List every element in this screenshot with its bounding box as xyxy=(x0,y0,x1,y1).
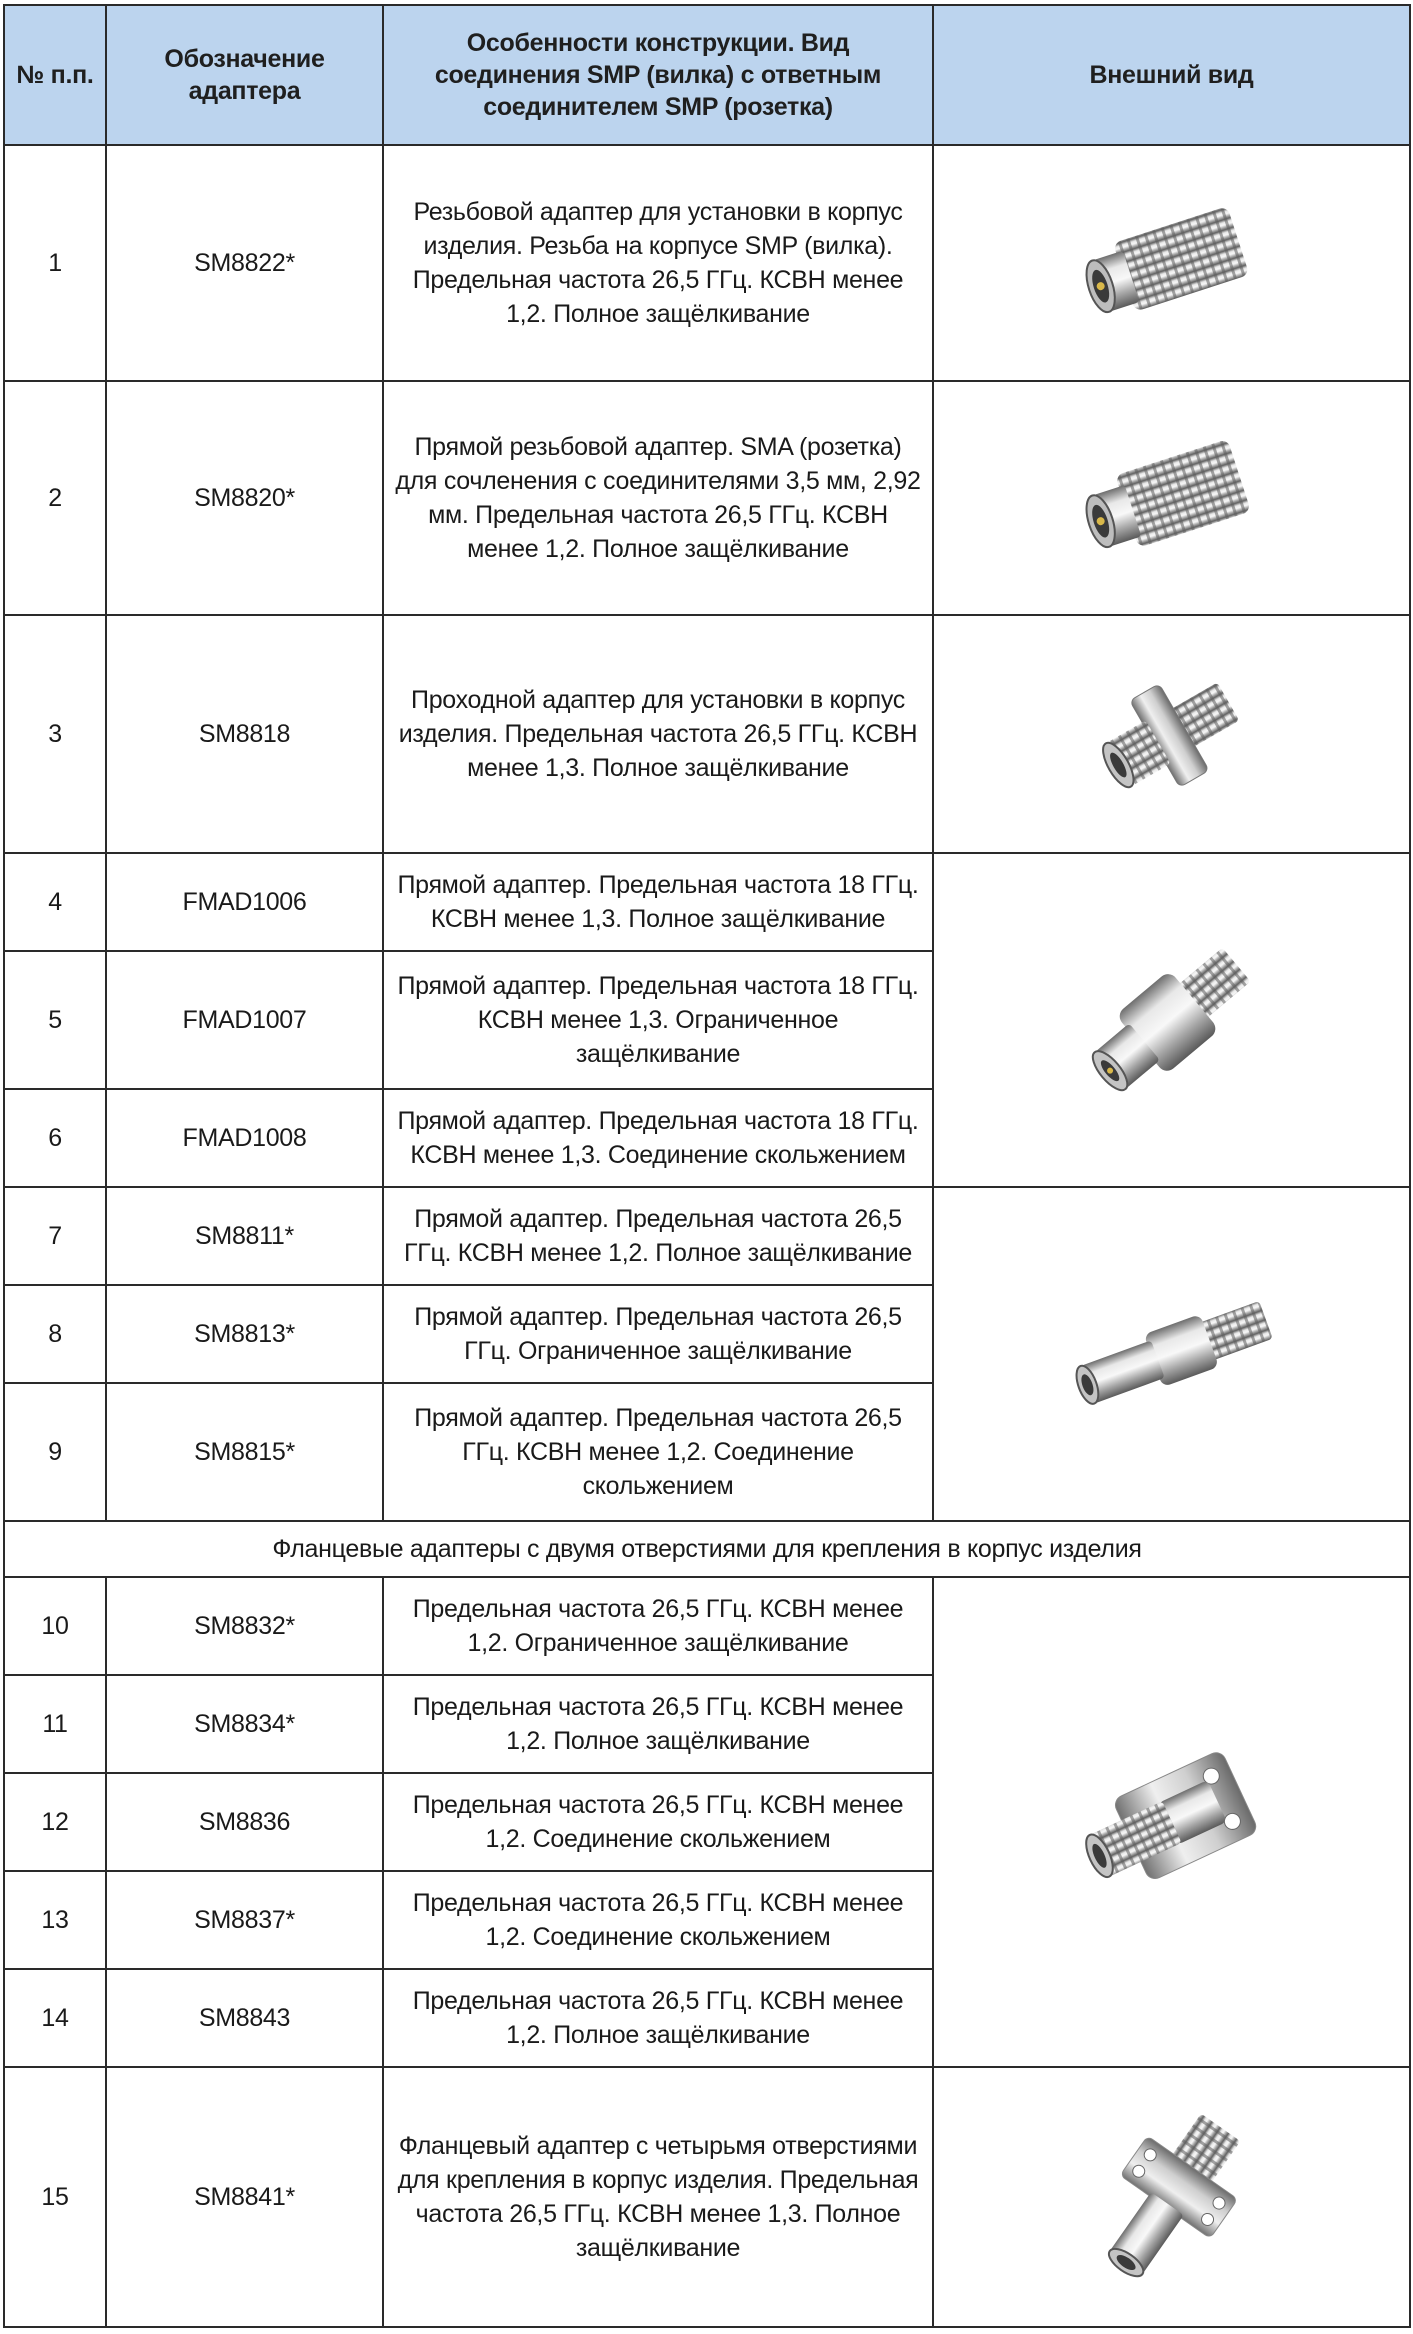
table-row xyxy=(4,2067,1410,2327)
bulkhead-adapter-photo xyxy=(1082,654,1262,814)
product-photo-cell xyxy=(933,381,1410,615)
row-number: 3 xyxy=(4,615,106,853)
row-description: Фланцевый адаптер с четырьмя отверстиями для крепления в корпус изделия. Предельная частота 26,5 ГГц. КСВН менее 1,3. Полное защёлкивание xyxy=(383,2067,933,2327)
row-code: SM8811* xyxy=(106,1187,383,1285)
row-code: FMAD1006 xyxy=(106,853,383,951)
table-row xyxy=(4,853,1410,951)
section-row xyxy=(4,1521,1410,1577)
row-code: SM8832* xyxy=(106,1577,383,1675)
header-features: Особенности конструкции. Вид соединения SMP (вилка) с ответным соединителем SMP (розетка) xyxy=(383,5,933,145)
row-code: SM8818 xyxy=(106,615,383,853)
row-description: Прямой адаптер. Предельная частота 18 ГГц. КСВН менее 1,3. Полное защёлкивание xyxy=(383,853,933,951)
row-number: 2 xyxy=(4,381,106,615)
row-code: SM8841* xyxy=(106,2067,383,2327)
product-photo-cell xyxy=(933,145,1410,381)
row-number: 6 xyxy=(4,1089,106,1187)
product-photo-cell xyxy=(933,615,1410,853)
row-code: SM8813* xyxy=(106,1285,383,1383)
row-number: 1 xyxy=(4,145,106,381)
row-description: Проходной адаптер для установки в корпус изделия. Предельная частота 26,5 ГГц. КСВН менее 1,3. Полное защёлкивание xyxy=(383,615,933,853)
row-code: SM8820* xyxy=(106,381,383,615)
table-row xyxy=(4,381,1410,615)
row-code: FMAD1008 xyxy=(106,1089,383,1187)
table-header-row xyxy=(4,5,1410,145)
threaded-adapter-photo xyxy=(1067,188,1277,338)
table-row xyxy=(4,1577,1410,1675)
row-description: Предельная частота 26,5 ГГц. КСВН менее 1,2. Полное защёлкивание xyxy=(383,1675,933,1773)
row-code: SM8837* xyxy=(106,1871,383,1969)
four-hole-flange-adapter-photo xyxy=(1082,2087,1262,2307)
row-description: Предельная частота 26,5 ГГц. КСВН менее 1,2. Соединение скольжением xyxy=(383,1773,933,1871)
section-title: Фланцевые адаптеры с двумя отверстиями для крепления в корпус изделия xyxy=(4,1521,1410,1577)
threaded-adapter-photo xyxy=(1067,423,1277,573)
straight-adapter-photo xyxy=(1057,1284,1287,1424)
table-row xyxy=(4,1187,1410,1285)
row-description: Прямой адаптер. Предельная частота 18 ГГц. КСВН менее 1,3. Ограниченное защёлкивание xyxy=(383,951,933,1089)
row-description: Прямой адаптер. Предельная частота 18 ГГц. КСВН менее 1,3. Соединение скольжением xyxy=(383,1089,933,1187)
row-number: 10 xyxy=(4,1577,106,1675)
row-description: Прямой адаптер. Предельная частота 26,5 ГГц. Ограниченное защёлкивание xyxy=(383,1285,933,1383)
adapter-table xyxy=(3,4,1411,2328)
row-number: 13 xyxy=(4,1871,106,1969)
row-number: 11 xyxy=(4,1675,106,1773)
row-code: FMAD1007 xyxy=(106,951,383,1089)
row-number: 15 xyxy=(4,2067,106,2327)
row-description: Предельная частота 26,5 ГГц. КСВН менее 1,2. Ограниченное защёлкивание xyxy=(383,1577,933,1675)
header-appearance: Внешний вид xyxy=(933,5,1410,145)
row-number: 9 xyxy=(4,1383,106,1521)
row-description: Резьбовой адаптер для установки в корпус изделия. Резьба на корпусе SMP (вилка). Предельная частота 26,5 ГГц. КСВН менее 1,2. Полное защёлкивание xyxy=(383,145,933,381)
flange-adapter-photo xyxy=(1067,1737,1277,1907)
product-photo-cell xyxy=(933,853,1410,1187)
row-description: Предельная частота 26,5 ГГц. КСВН менее 1,2. Соединение скольжением xyxy=(383,1871,933,1969)
row-number: 14 xyxy=(4,1969,106,2067)
row-description: Прямой адаптер. Предельная частота 26,5 ГГц. КСВН менее 1,2. Полное защёлкивание xyxy=(383,1187,933,1285)
row-number: 4 xyxy=(4,853,106,951)
row-code: SM8836 xyxy=(106,1773,383,1871)
row-description: Прямой резьбовой адаптер. SMA (розетка) для сочленения с соединителями 3,5 мм, 2,92 мм. Предельная частота 26,5 ГГц. КСВН менее 1,2. Полное защёлкивание xyxy=(383,381,933,615)
header-number: № п.п. xyxy=(4,5,106,145)
row-number: 12 xyxy=(4,1773,106,1871)
row-code: SM8822* xyxy=(106,145,383,381)
table-row xyxy=(4,145,1410,381)
product-photo-cell xyxy=(933,2067,1410,2327)
row-description: Прямой адаптер. Предельная частота 26,5 ГГц. КСВН менее 1,2. Соединение скольжением xyxy=(383,1383,933,1521)
product-photo-cell xyxy=(933,1187,1410,1521)
product-photo-cell xyxy=(933,1577,1410,2067)
row-number: 7 xyxy=(4,1187,106,1285)
row-number: 8 xyxy=(4,1285,106,1383)
row-description: Предельная частота 26,5 ГГц. КСВН менее 1,2. Полное защёлкивание xyxy=(383,1969,933,2067)
table-row xyxy=(4,615,1410,853)
row-code: SM8815* xyxy=(106,1383,383,1521)
header-designation: Обозначение адаптера xyxy=(106,5,383,145)
row-code: SM8843 xyxy=(106,1969,383,2067)
straight-adapter-photo xyxy=(1072,925,1272,1115)
row-number: 5 xyxy=(4,951,106,1089)
row-code: SM8834* xyxy=(106,1675,383,1773)
